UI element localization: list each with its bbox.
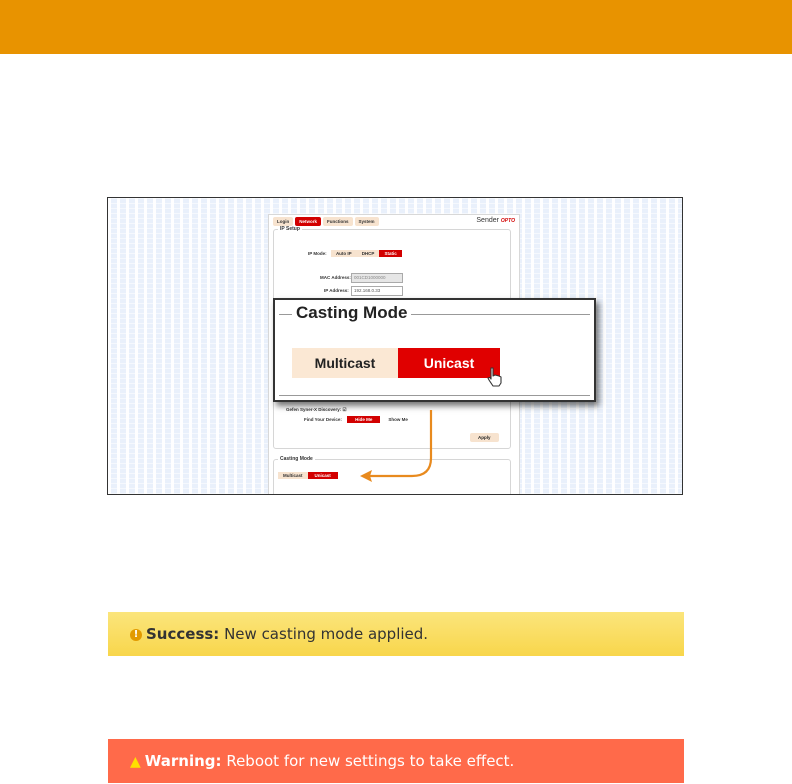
unicast-button-small[interactable]: Unicast xyxy=(308,472,338,479)
info-circle-icon: ! xyxy=(130,629,142,641)
zoom-casting-mode-title: Casting Mode xyxy=(292,303,411,323)
discovery-checkbox[interactable]: ☑ xyxy=(342,407,347,412)
tab-network[interactable]: Network xyxy=(295,217,321,226)
show-me-button[interactable]: Show Me xyxy=(380,416,416,423)
casting-mode-zoom-callout xyxy=(273,298,596,402)
warning-label: Warning: xyxy=(144,752,222,770)
ip-mode-dhcp-button[interactable]: DHCP xyxy=(357,250,380,257)
mac-address-field: 001CD1000000 xyxy=(351,273,403,283)
warning-triangle-icon: ▲ xyxy=(130,754,141,770)
discovery-row xyxy=(286,407,347,413)
tab-functions[interactable]: Functions xyxy=(323,217,353,226)
tab-login[interactable]: Login xyxy=(273,217,293,226)
find-device-label: Find Your Device: xyxy=(304,417,342,422)
unicast-button[interactable]: Unicast xyxy=(398,348,500,378)
header-bar xyxy=(0,0,792,54)
multicast-button-small[interactable]: Multicast xyxy=(278,472,308,479)
brand-label xyxy=(476,217,515,224)
hand-cursor-icon xyxy=(486,366,504,388)
hide-me-button[interactable]: Hide Me xyxy=(347,416,380,423)
ip-mode-static-button[interactable]: Static xyxy=(379,250,401,257)
success-banner xyxy=(108,612,684,656)
ip-address-field[interactable]: 192.168.0.33 xyxy=(351,286,403,296)
callout-arrow-icon xyxy=(350,410,440,485)
ip-label: IP Address: xyxy=(324,288,349,293)
tab-system[interactable]: System xyxy=(355,217,379,226)
success-message: New casting mode applied. xyxy=(224,625,429,643)
brand-name: Sender xyxy=(476,217,499,224)
casting-mode-row xyxy=(278,472,338,479)
tab-bar xyxy=(269,217,379,226)
brand-logo: OPTO xyxy=(500,218,515,224)
ip-mode-auto-button[interactable]: Auto IP xyxy=(331,250,357,257)
casting-mode-title: Casting Mode xyxy=(280,456,313,462)
multicast-button[interactable]: Multicast xyxy=(292,348,398,378)
callout-bottom-line xyxy=(279,395,590,396)
success-label: Success: xyxy=(146,625,220,643)
discovery-label: Gefen Syner-X Discovery: xyxy=(286,407,342,412)
apply-button[interactable]: Apply xyxy=(470,433,499,442)
warning-message: Reboot for new settings to take effect. xyxy=(226,752,515,770)
ip-mode-row xyxy=(308,250,402,257)
warning-banner xyxy=(108,739,684,783)
ip-mode-label: IP Mode: xyxy=(308,251,327,256)
ip-setup-title: IP Setup xyxy=(280,226,300,232)
mac-label: MAC Address: xyxy=(320,275,351,280)
